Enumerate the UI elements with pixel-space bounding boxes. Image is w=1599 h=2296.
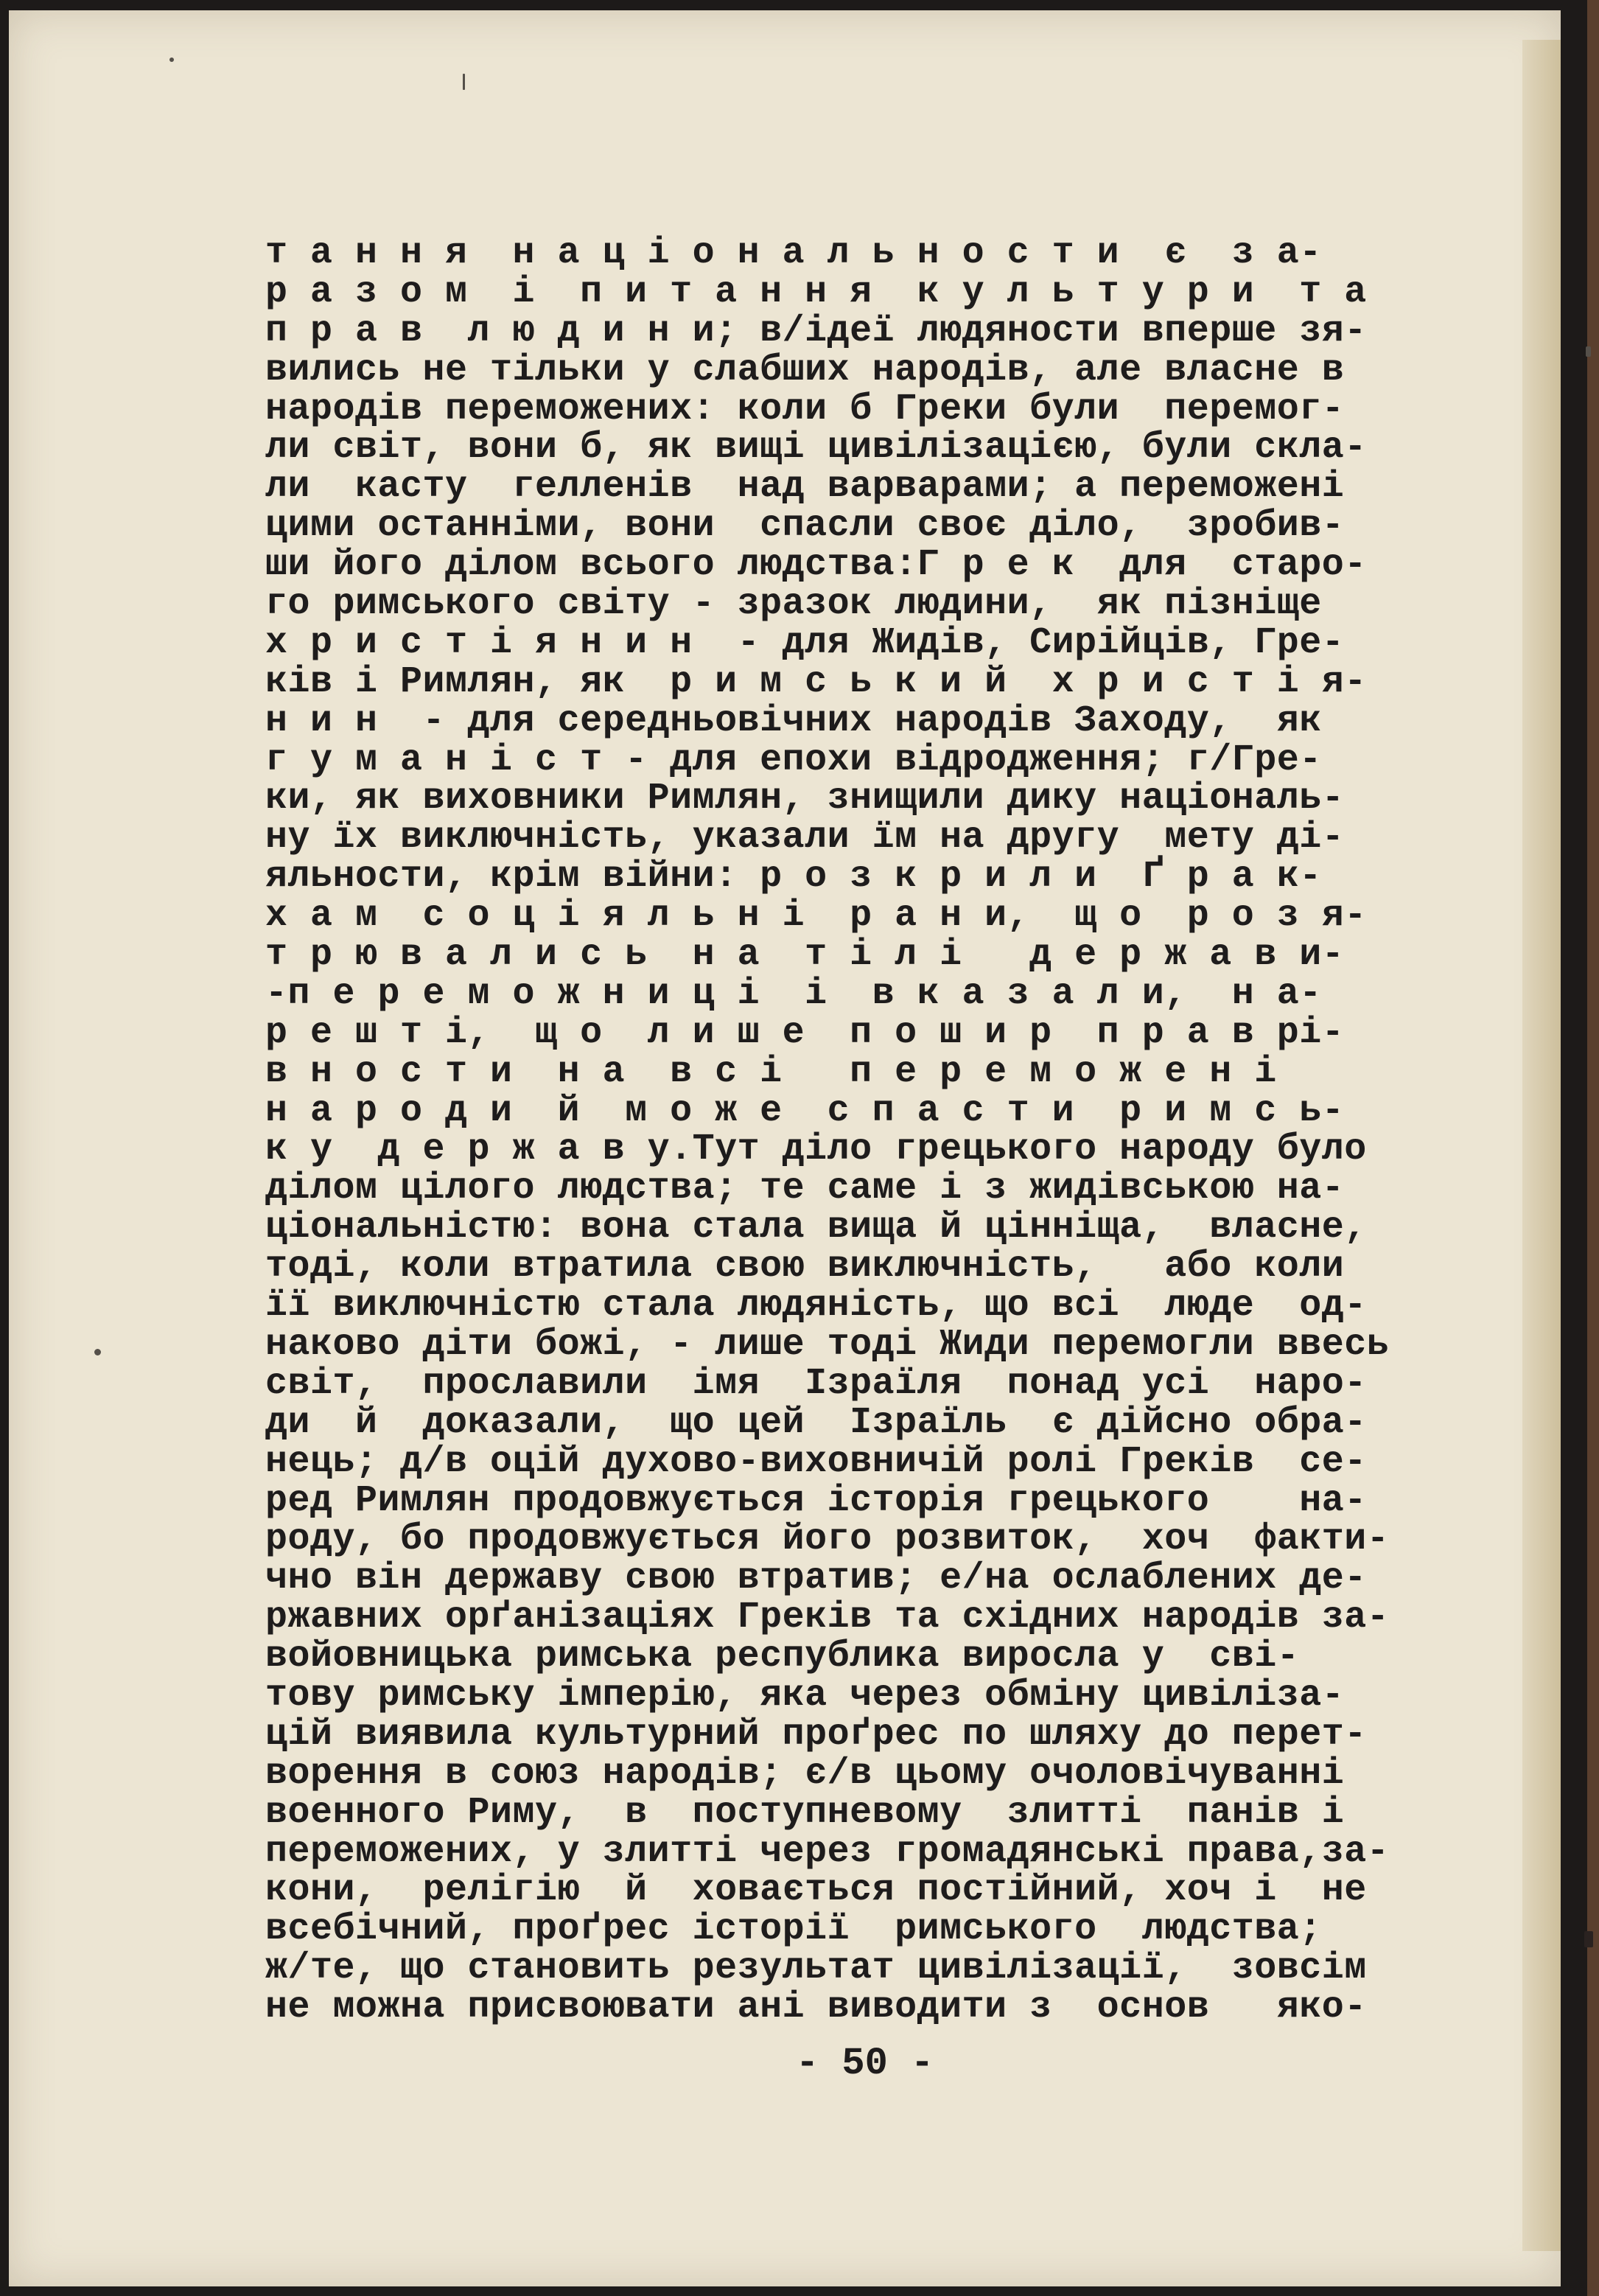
text-line: т р ю в а л и с ь н а т і л і д е р ж а в и- (265, 934, 1345, 977)
text-line: т а н н я н а ц і о н а л ь н о с т и є з а- (265, 232, 1322, 274)
ink-speck (94, 1349, 101, 1355)
page-edge (1522, 40, 1561, 2251)
text-line: ли касту гелленів над варварами; а переможені (265, 466, 1345, 509)
text-line: народів переможених: коли б Греки були перемог- (265, 388, 1345, 430)
text-line: ціональністю: вона стала вища й цінніща, власне, (265, 1207, 1367, 1249)
text-line: ши його ділом всього людства:Г р е к для старо- (265, 544, 1367, 587)
text-line: н а р о д и й м о ж е с п а с т и р и м с ь- (265, 1089, 1345, 1132)
text-line: в н о с т и н а в с і п е р е м о ж е н і (265, 1050, 1277, 1093)
text-line: к у д е р ж а в у.Тут діло грецького народу було (265, 1128, 1367, 1171)
text-line: не можна присвоювати ані виводити з основ яко- (265, 1986, 1367, 2029)
typewritten-text-block (265, 234, 1474, 2028)
text-line: военного Риму, в поступневому злитті панів і (265, 1791, 1345, 1834)
text-line: ж/те, що становить результат цивілізації, зовсім (265, 1947, 1367, 1990)
text-line: п р а в л ю д и н и; в/ідеї людяности вперше зя- (265, 310, 1367, 352)
text-line: яльности, крім війни: р о з к р и л и Ґ р а к- (265, 856, 1322, 898)
text-line: чно він державу свою втратив; е/на ослаблених де- (265, 1557, 1367, 1600)
text-line: войовницька римська республика виросла у сві- (265, 1636, 1300, 1678)
text-line: х а м с о ц і я л ь н і р а н и, щ о р о з я- (265, 895, 1367, 938)
page-number: - 50 - (796, 2042, 934, 2085)
text-line: цій виявила культурний проґрес по шляху до перет- (265, 1713, 1367, 1756)
text-line: цими останніми, вони спасли своє діло, зробив- (265, 505, 1345, 548)
text-line: ки, як виховники Римлян, знищили дику національ- (265, 778, 1345, 820)
text-line: переможених, у злитті через громадянські права,за- (265, 1830, 1390, 1873)
text-line: нець; д/в оцій духово-виховничій ролі Греків се- (265, 1440, 1367, 1483)
text-line: вились не тільки у слабших народів, але власне в (265, 349, 1345, 391)
text-line: наково діти божі, - лише тоді Жиди перемогли ввесь (265, 1323, 1390, 1366)
text-line: її виключністю стала людяність, що всі люде од- (265, 1285, 1367, 1327)
book-spine (1587, 0, 1599, 2296)
text-line: тоді, коли втратила свою виключність, або коли (265, 1246, 1345, 1288)
text-line: ділом цілого людства; те саме і з жидівською на- (265, 1168, 1345, 1210)
text-line: ди й доказали, що цей Ізраїль є дійсно обра- (265, 1401, 1367, 1444)
text-line: го римського світу - зразок людини, як пізніще (265, 583, 1322, 626)
text-line: ворення в союз народів; є/в цьому очоловічуванні (265, 1752, 1345, 1795)
text-line: тову римську імперію, яка через обміну цивіліза- (265, 1674, 1345, 1717)
text-line: роду, бо продовжується його розвиток, хоч факти- (265, 1518, 1390, 1561)
text-line: кони, релігію й ховається постійний, хоч і не (265, 1869, 1367, 1912)
text-line: ли світ, вони б, як вищі цивілізацією, були скла- (265, 427, 1367, 470)
text-line: н и н - для середньовічних народів Заходу, як (265, 699, 1322, 742)
text-line: -п е р е м о ж н и ц і і в к а з а л и, н а- (265, 972, 1322, 1015)
text-line: ну їх виключність, указали їм на другу мету ді- (265, 817, 1345, 859)
ink-speck (169, 57, 174, 62)
text-line: р а з о м і п и т а н н я к у л ь т у р и т а (265, 271, 1367, 313)
ink-speck (1584, 1931, 1593, 1947)
text-line: ред Римлян продовжується історія грецького на- (265, 1479, 1367, 1522)
ink-speck (1586, 346, 1591, 357)
text-line: р е ш т і, щ о л и ш е п о ш и р п р а в рі- (265, 1011, 1345, 1054)
text-line: г у м а н і с т - для епохи відродження; г/Гре- (265, 739, 1322, 781)
text-line: всебічний, проґрес історії римського людства; (265, 1908, 1322, 1951)
text-line: ків і Римлян, як р и м с ь к и й х р и с т і я- (265, 660, 1367, 703)
text-line: х р и с т і я н и н - для Жидів, Сирійців, Гре- (265, 621, 1345, 664)
text-line: ржавних орґанізаціях Греків та східних народів за- (265, 1597, 1390, 1639)
text-line: світ, прославили імя Ізраїля понад усі наро- (265, 1362, 1367, 1405)
ink-speck (463, 74, 465, 90)
